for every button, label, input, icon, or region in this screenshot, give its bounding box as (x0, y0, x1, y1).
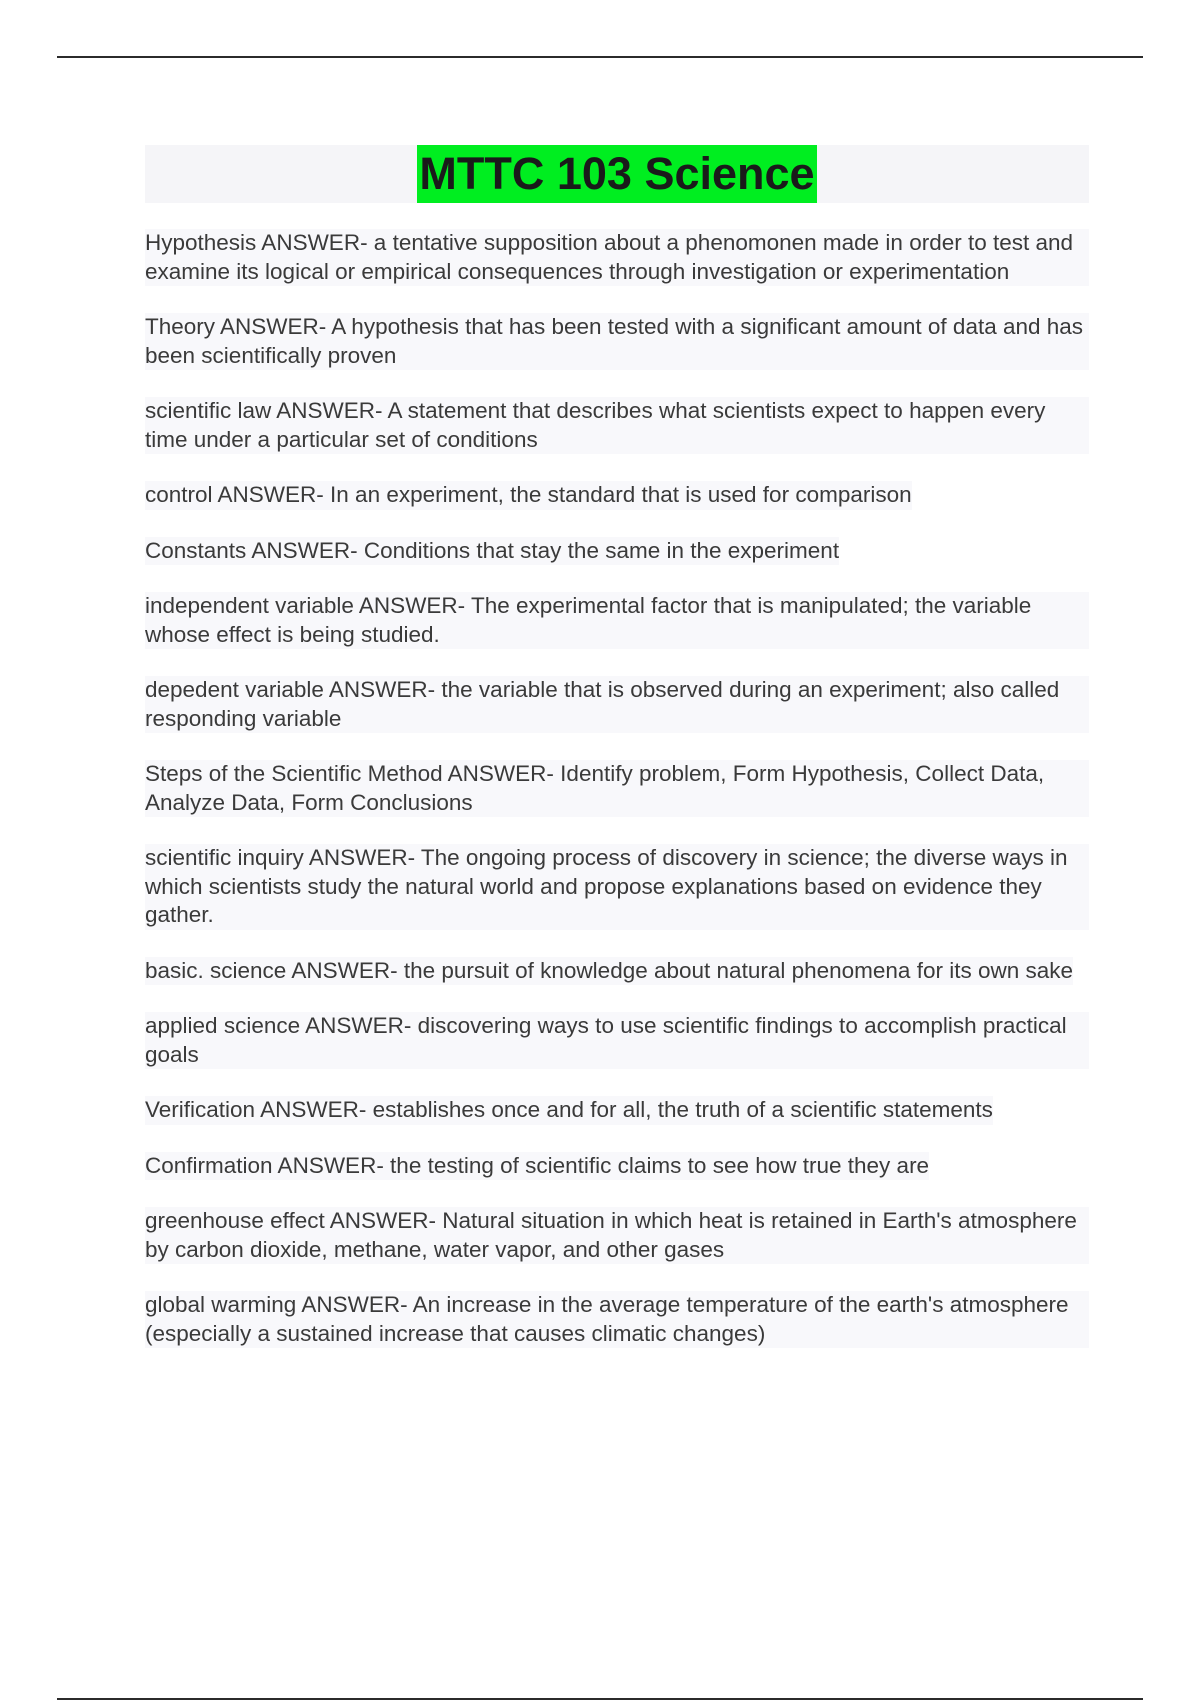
qa-item (145, 1012, 1089, 1069)
qa-item-text: applied science ANSWER- discovering ways to use scientific findings to accomplish practical goals (145, 1013, 1067, 1067)
qa-item-text: depedent variable ANSWER- the variable that is observed during an experiment; also called responding variable (145, 677, 1060, 731)
qa-item-text: Theory ANSWER- A hypothesis that has been tested with a significant amount of data and has been scientifically proven (145, 314, 1084, 368)
qa-item-text: Steps of the Scientific Method ANSWER- Identify problem, Form Hypothesis, Collect Data, Analyze Data, Form Conclusions (145, 761, 1045, 815)
qa-item (145, 957, 1073, 986)
qa-item (145, 229, 1089, 286)
qa-item (145, 1291, 1089, 1348)
qa-item (145, 844, 1089, 930)
qa-item-text: global warming ANSWER- An increase in the average temperature of the earth's atmosphere (especially a sustained increase that causes climatic changes) (145, 1292, 1069, 1346)
title-band (145, 145, 1089, 203)
qa-item (145, 1152, 929, 1181)
document-body (145, 145, 1089, 1375)
qa-item-text: scientific inquiry ANSWER- The ongoing process of discovery in science; the diverse ways in which scientists study the natural world and propose explanations based on evidence they gather. (145, 845, 1068, 927)
page-title: MTTC 103 Science (417, 145, 816, 203)
qa-item-text: scientific law ANSWER- A statement that describes what scientists expect to happen every time under a particular set of conditions (145, 398, 1046, 452)
qa-item-text: Verification ANSWER- establishes once and for all, the truth of a scientific statements (145, 1097, 993, 1122)
qa-item (145, 397, 1089, 454)
qa-item (145, 313, 1089, 370)
top-divider (57, 56, 1143, 58)
qa-item-text: basic. science ANSWER- the pursuit of knowledge about natural phenomena for its own sake (145, 957, 1074, 983)
qa-item-text: Constants ANSWER- Conditions that stay the same in the experiment (145, 537, 840, 563)
qa-item (145, 481, 912, 510)
qa-item-text: greenhouse effect ANSWER- Natural situation in which heat is retained in Earth's atmosphere by carbon dioxide, methane, water vapor, and other gases (145, 1208, 1077, 1262)
qa-item (145, 1207, 1089, 1264)
qa-item (145, 1096, 993, 1125)
qa-item (145, 676, 1089, 733)
qa-item-text: Hypothesis ANSWER- a tentative supposition about a phenomonen made in order to test and examine its logical or empirical consequences through investigation or experimentation (145, 230, 1074, 284)
qa-item-text: control ANSWER- In an experiment, the standard that is used for comparison (145, 482, 912, 507)
qa-item (145, 760, 1089, 817)
qa-item-text: Confirmation ANSWER- the testing of scientific claims to see how true they are (145, 1152, 930, 1178)
qa-list (145, 229, 1089, 1348)
qa-item (145, 592, 1089, 649)
qa-item (145, 537, 839, 566)
qa-item-text: independent variable ANSWER- The experimental factor that is manipulated; the variable whose effect is being studied. (145, 593, 1032, 647)
